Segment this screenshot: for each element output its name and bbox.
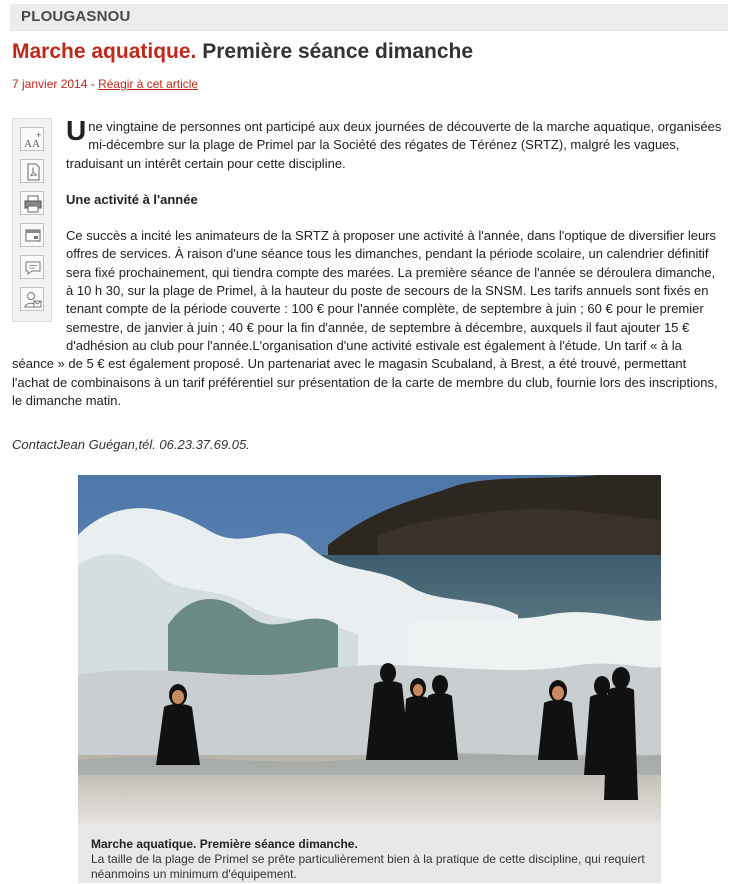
section-title: PLOUGASNOU (21, 8, 131, 25)
beach-photo-illustration (78, 475, 661, 823)
article-title (12, 40, 473, 64)
svg-text:+: + (36, 130, 42, 140)
dropcap: U (66, 115, 87, 146)
contact-info: ContactJean Guégan,tél. 06.23.37.69.05. (12, 437, 250, 452)
react-link[interactable]: Réagir à cet article (98, 77, 199, 91)
article-paragraph-2: Ce succès a incité les animateurs de la SRTZ à proposer une activité à l'année, dans l'optique de diversifier leurs offres de services. À raison d'une séance tous les dimanches, pendant la période scolaire, un calendrier définitif sera fixé prochainement, qui tiendra compte des marées. La première séance de l'année se déroulera dimanche, à 10 h 30, sur la plage de Primel, à la hauteur du poste de secours de la SNSM. Les tarifs annuels sont fixés en tenant compte de la période couverte : 100 € pour l'année complète, de septembre à juin ; 60 € pour le premier semestre, de janvier à juin ; 40 € pour la fin d'année, de septembre à décembre, auxquels il faut ajouter 15 € d'adhésion au club pour l'année.L'organisation d'une activité estivale est également à l'étude. Un tarif « à la séance » de 5 € est également proposé. Un partenariat avec le magasin Scubaland, à Brest, a été trouvé, permettant l'achat de combinaisons à un tarif préférentiel sur présentation de la carte de membre du club, fournie lors des inscriptions, le dimanche matin. (12, 228, 718, 408)
caption-text: La taille de la plage de Primel se prête particulièrement bien à la pratique de cette discipline, qui requiert néanmoins un minimum d'équipement. (91, 852, 645, 881)
article-date: 7 janvier 2014 - (12, 77, 95, 91)
svg-text:AA: AA (24, 138, 40, 150)
article-photo[interactable] (78, 475, 661, 823)
section-header (10, 4, 728, 31)
caption-title: Marche aquatique. Première séance dimanche. (91, 837, 358, 851)
article-paragraph-1 (12, 115, 724, 173)
toolbar-spacer (12, 118, 66, 340)
article-paragraph-1-text: ne vingtaine de personnes ont participé aux deux journées de découverte de la marche aquatique, organisées mi-décembre sur la plage de Primel par la Société des régates de Térénez (SRTZ), malgré les vagues, traduisant un intérêt certain pour cette discipline. (66, 119, 722, 171)
photo-caption (78, 823, 661, 883)
article-title-rest: Première séance dimanche (202, 40, 474, 63)
article-title-lead: Marche aquatique. (12, 40, 197, 63)
article-meta (12, 77, 198, 91)
article-body (12, 115, 724, 410)
article-subheading: Une activité à l'année (66, 191, 198, 207)
